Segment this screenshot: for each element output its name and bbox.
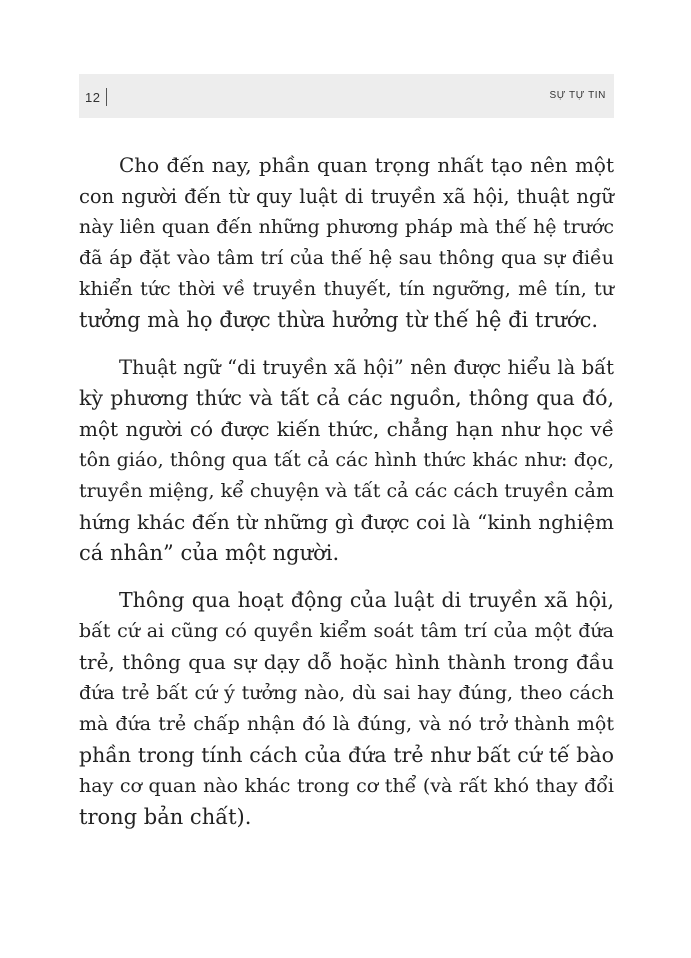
header-divider: [106, 88, 107, 106]
text-line: Cho đến nay, phần quan trọng nhất tạo nên một: [119, 153, 614, 177]
paragraph-1: [79, 150, 614, 336]
text-line: con người đến từ quy luật di truyền xã hội, thuật ngữ: [79, 185, 614, 208]
page-header: [79, 74, 614, 118]
text-line: mà đứa trẻ chấp nhận đó là đúng, và nó trở thành một: [79, 713, 614, 735]
text-line: này liên quan đến những phương pháp mà thế hệ trước: [79, 216, 614, 238]
paragraph-3: [79, 585, 614, 833]
text-line: cá nhân” của một người.: [79, 541, 340, 565]
running-title: SỰ TỰ TIN: [549, 90, 606, 101]
text-line: một người có được kiến thức, chẳng hạn như học về: [79, 417, 614, 441]
text-line: tưởng mà họ được thừa hưởng từ thế hệ đi trước.: [79, 308, 599, 332]
text-line: bất cứ ai cũng có quyền kiểm soát tâm trí của một đứa: [79, 620, 614, 642]
text-line: đã áp đặt vào tâm trí của thế hệ sau thông qua sự điều: [79, 247, 614, 269]
text-line: trẻ, thông qua sự dạy dỗ hoặc hình thành trong đầu: [79, 650, 614, 674]
body-text: [79, 150, 614, 849]
text-line: đứa trẻ bất cứ ý tưởng nào, dù sai hay đúng, theo cách: [79, 682, 614, 704]
text-line: truyền miệng, kể chuyện và tất cả các cách truyền cảm: [79, 480, 614, 502]
text-line: tôn giáo, thông qua tất cả các hình thức khác như: đọc,: [79, 449, 614, 471]
text-line: Thông qua hoạt động của luật di truyền xã hội,: [119, 588, 614, 612]
text-line: hứng khác đến từ những gì được coi là “kinh nghiệm: [79, 510, 614, 534]
paragraph-2: [79, 352, 614, 569]
page-number: 12: [85, 90, 101, 105]
text-line: phần trong tính cách của đứa trẻ như bất cứ tế bào: [79, 743, 614, 767]
text-line: khiển tức thời về truyền thuyết, tín ngưỡng, mê tín, tư: [79, 278, 614, 300]
text-line: kỳ phương thức và tất cả các nguồn, thông qua đó,: [79, 386, 614, 410]
text-line: Thuật ngữ “di truyền xã hội” nên được hiểu là bất: [119, 356, 614, 379]
text-line: hay cơ quan nào khác trong cơ thể (và rất khó thay đổi: [79, 775, 614, 797]
text-line: trong bản chất).: [79, 805, 252, 829]
